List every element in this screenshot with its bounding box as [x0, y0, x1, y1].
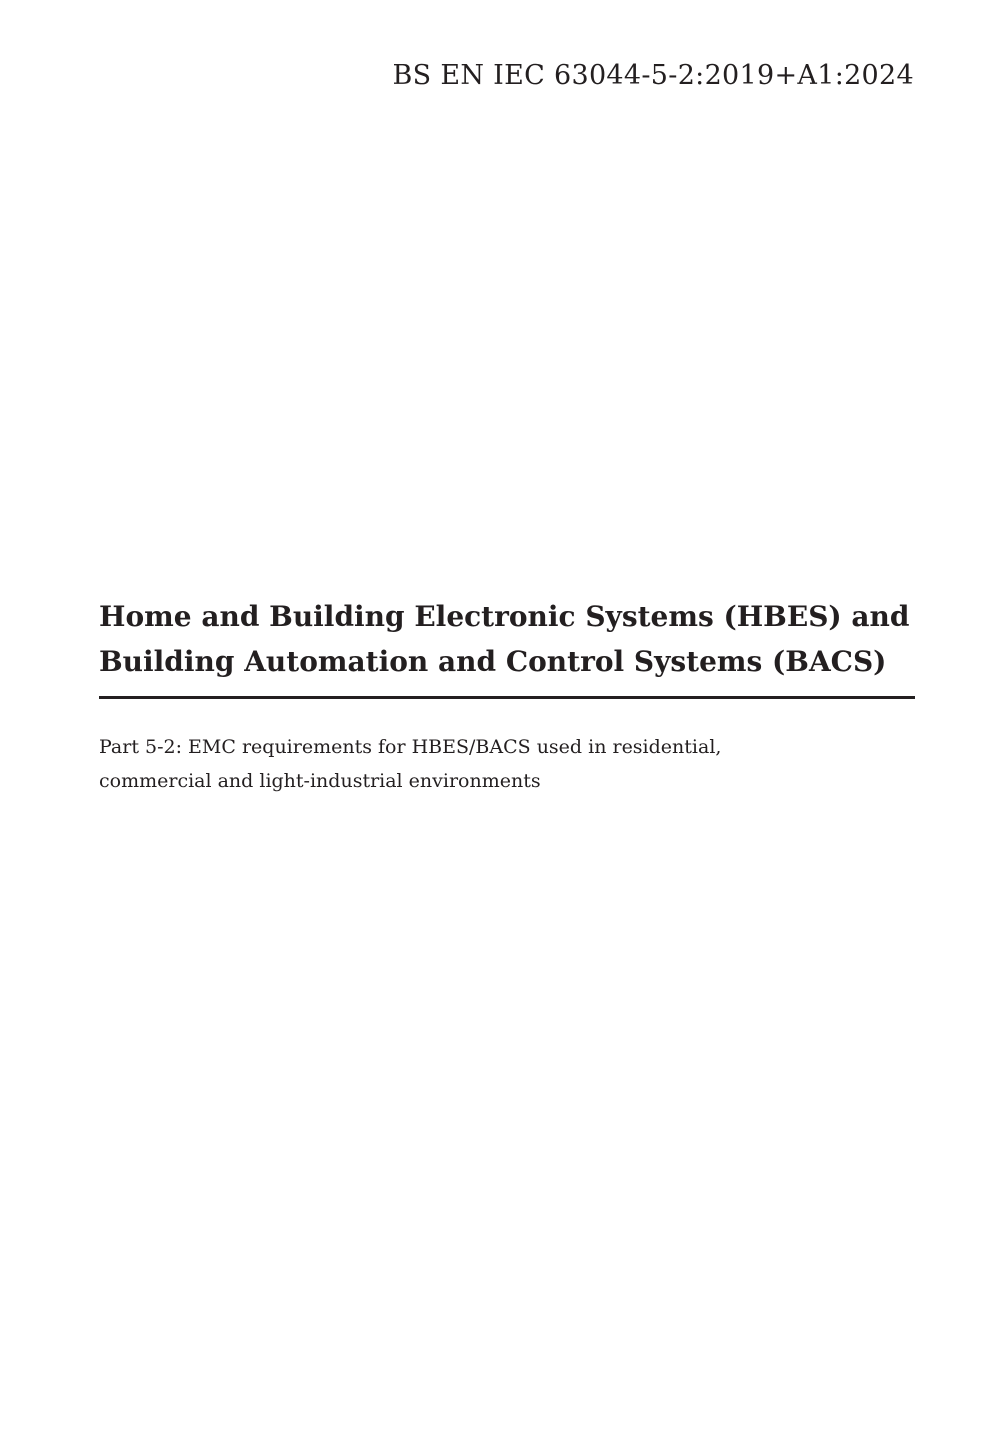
subtitle-line-2: commercial and light-industrial environments: [99, 770, 541, 792]
subtitle-line-1: Part 5-2: EMC requirements for HBES/BACS used in residential,: [99, 736, 722, 758]
title-divider: [99, 696, 915, 699]
title-line-1: Home and Building Electronic Systems (HBES) and: [99, 600, 910, 633]
standard-number: BS EN IEC 63044-5-2:2019+A1:2024: [392, 60, 914, 91]
title-line-2: Building Automation and Control Systems (BACS): [99, 645, 887, 678]
document-title: [99, 594, 915, 684]
document-subtitle: [99, 730, 915, 798]
